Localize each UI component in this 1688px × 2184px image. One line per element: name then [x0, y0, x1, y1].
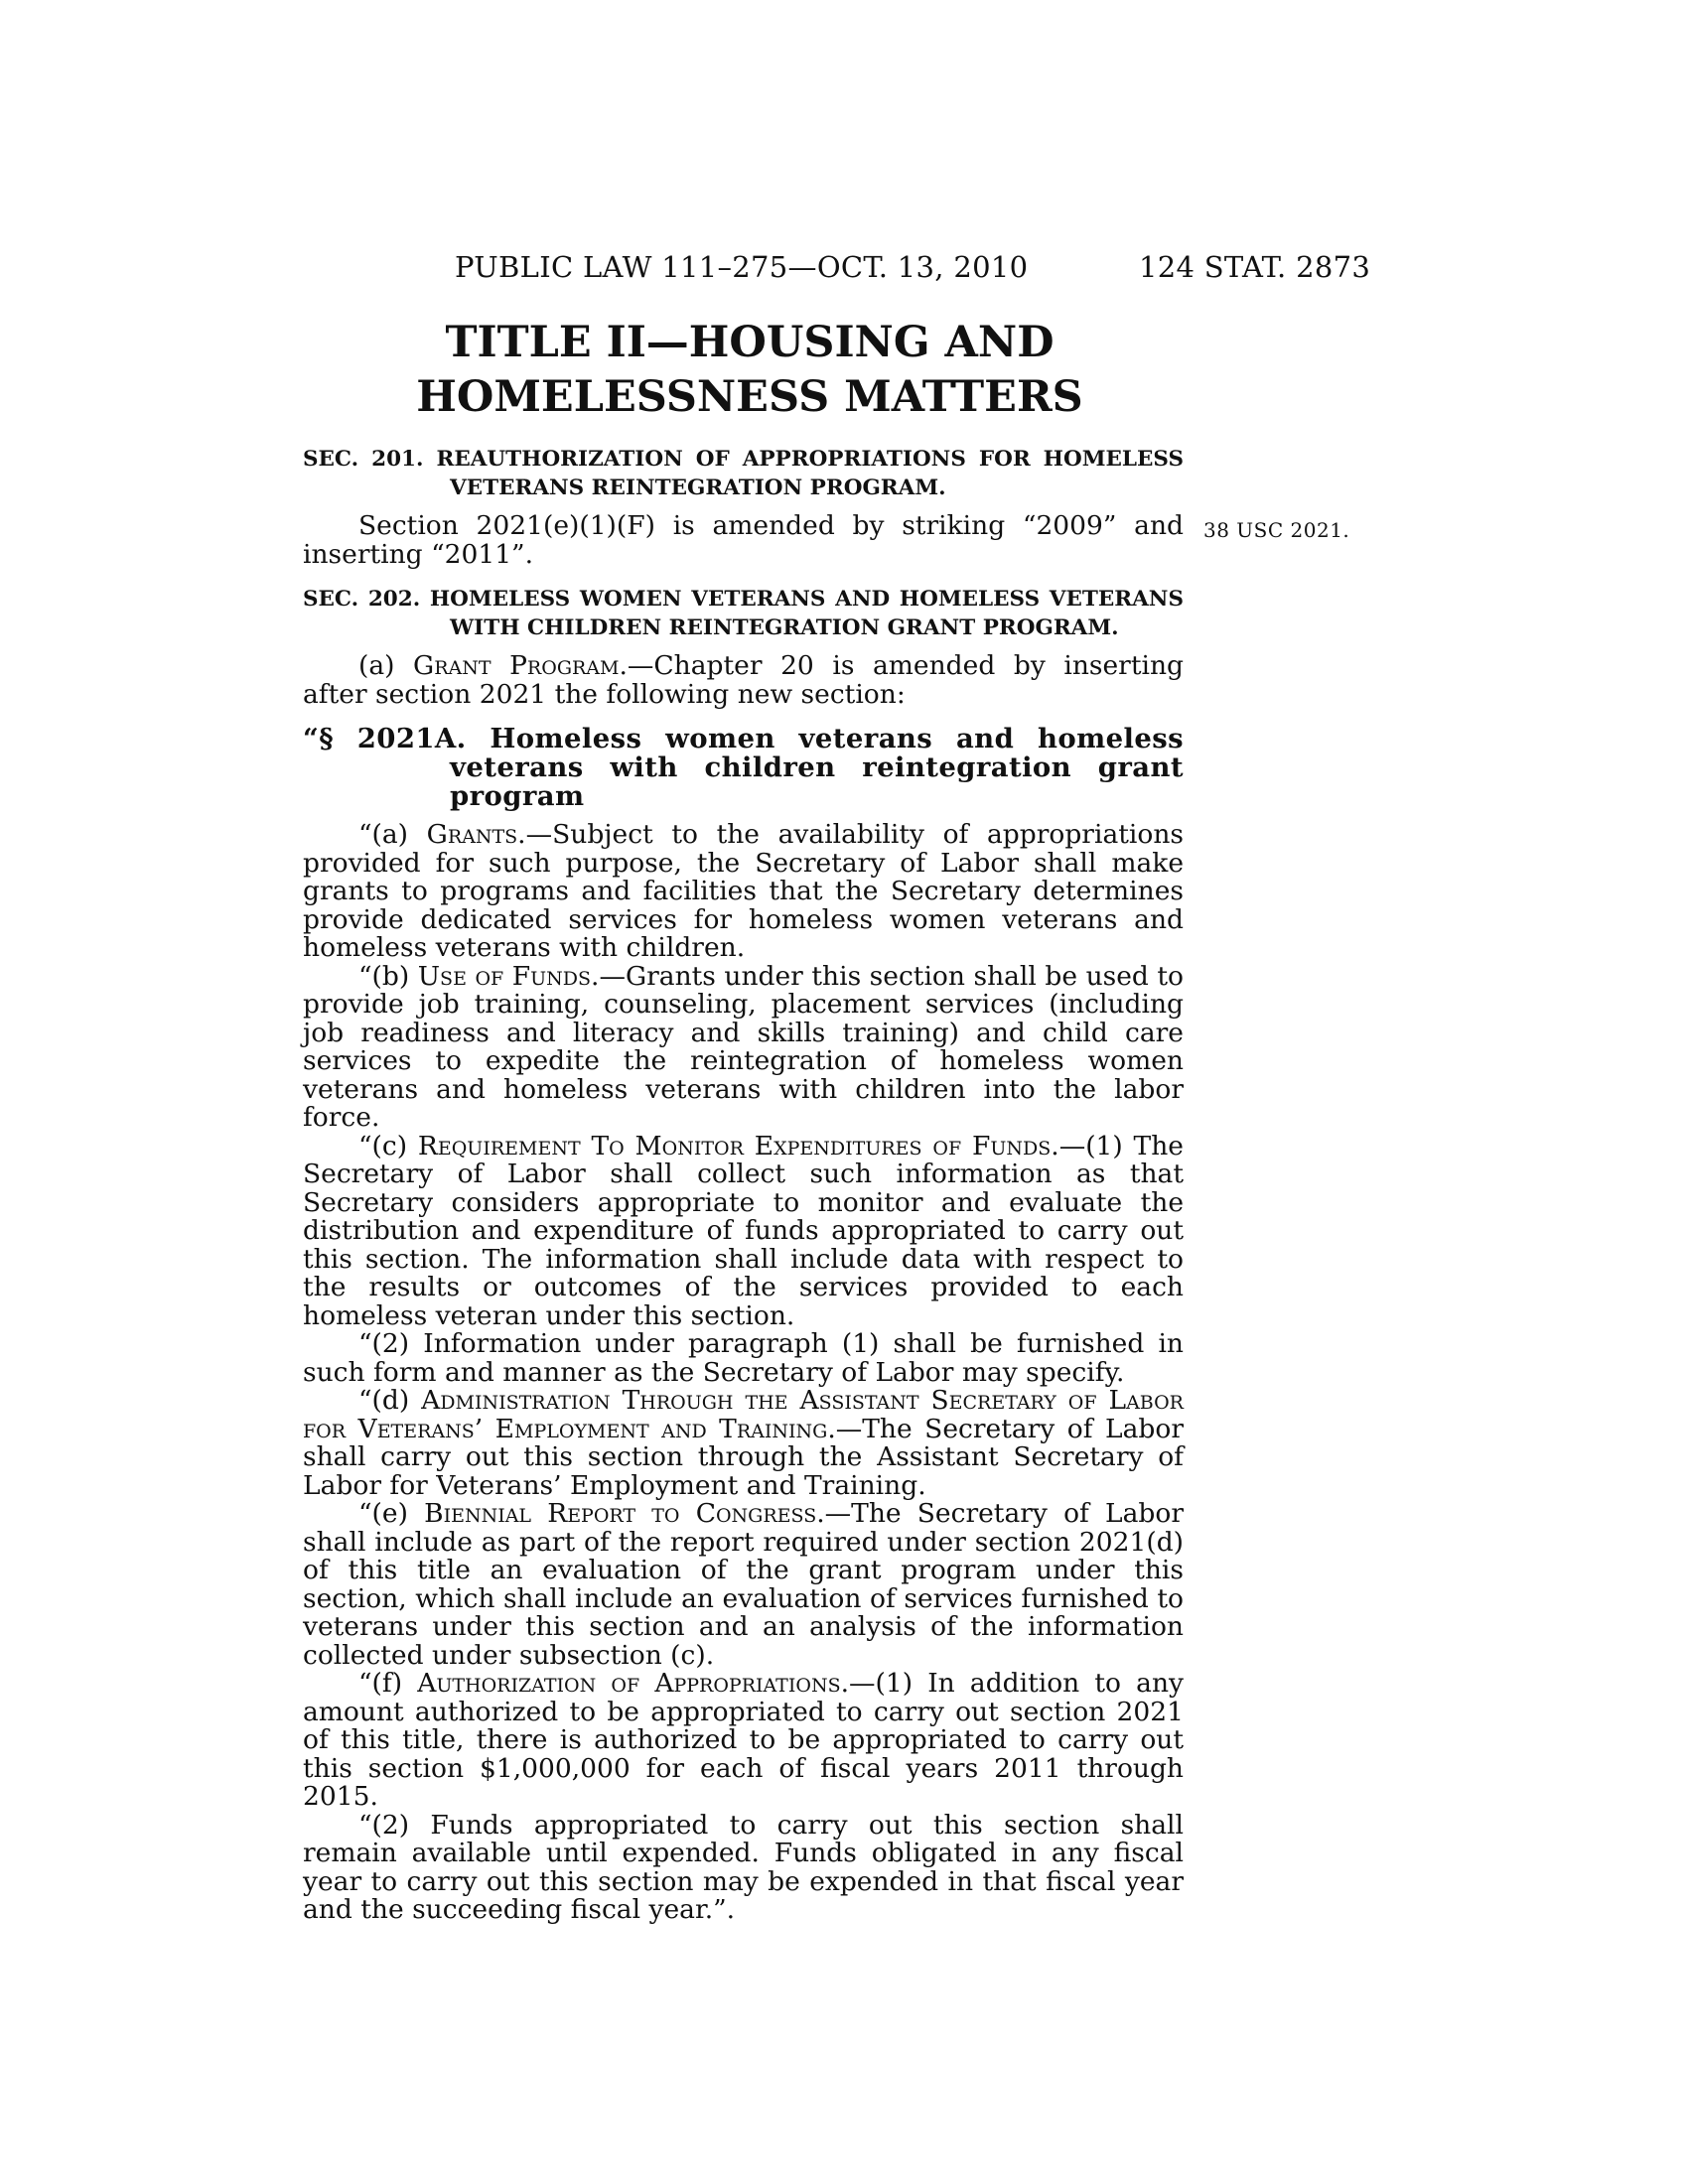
subsection-f-paragraph-2: “(2) Funds appropriated to carry out this section shall remain available until expended. Funds obligated in any fiscal year to carry out this section may be expended in that fiscal year and the succeeding fiscal year.”.: [303, 1809, 1184, 1925]
sec-201-heading: SEC. 201. REAUTHORIZATION OF APPROPRIATIONS FOR HOMELESS VETERANS REINTEGRATION PROGRAM.: [303, 447, 1184, 500]
sec-201-text: Section 2021(e)(1)(F) is amended by striking “2009” and inserting “2011”.: [303, 510, 1184, 570]
subsection-a-grants: “(a) Grants.—Subject to the availability of appropriations provided for such purpose, the Secretary of Labor shall make grants to programs and facilities that the Secretary determines provide dedicated services for homeless women veterans and homeless veterans with children.: [303, 819, 1184, 963]
margin-note-usc: 38 USC 2021.: [1203, 518, 1350, 542]
title-line-1: TITLE II—HOUSING AND: [445, 318, 1055, 367]
subsection-caption: Grant Program.: [413, 650, 628, 681]
subsection-caption: Administration Through the Assistant Secretary of Labor for Veterans’ Employment and Training.: [303, 1385, 1184, 1444]
title-line-2: HOMELESSNESS MATTERS: [416, 372, 1083, 422]
subsection-e-biennial-report: “(e) Biennial Report to Congress.—The Secretary of Labor shall include as part of the report required under section 2021(d) of this title an evaluation of the grant program under this section, which shall include an evaluation of services furnished to veterans under this section and an analysis of the information collected under subsection (c).: [303, 1498, 1185, 1671]
subsection-caption: Authorization of Appropriations.: [417, 1668, 850, 1699]
subsection-c-paragraph-2: “(2) Information under paragraph (1) shall be furnished in such form and manner as the Secretary of Labor may specify.: [303, 1328, 1184, 1388]
title-heading: [303, 316, 1196, 425]
sec-202-heading: SEC. 202. HOMELESS WOMEN VETERANS AND HOMELESS VETERANS WITH CHILDREN REINTEGRATION GRANT PROGRAM.: [303, 587, 1184, 640]
subsection-f-authorization: “(f) Authorization of Appropriations.—(1) In addition to any amount authorized to be appropriated to carry out section 2021 of this title, there is authorized to be appropriated to carry out this section $1,000,000 for each of fiscal years 2011 through 2015.: [303, 1668, 1184, 1812]
document-body: [303, 445, 1184, 1925]
subsection-caption: Use of Funds.: [417, 960, 600, 992]
subsection-caption: Grants.: [426, 819, 526, 850]
running-header: [0, 250, 1688, 290]
subsection-caption: Biennial Report to Congress.: [424, 1498, 825, 1529]
public-law-citation: PUBLIC LAW 111–275—OCT. 13, 2010: [455, 250, 1029, 284]
subsection-b-use-of-funds: “(b) Use of Funds.—Grants under this section shall be used to provide job training, counseling, placement services (including job readiness and literacy and skills training) and child care services to expedite the reintegration of homeless women veterans and homeless veterans with children into the labor force.: [303, 960, 1184, 1133]
subsection-caption: Requirement To Monitor Expenditures of Funds.: [417, 1130, 1059, 1161]
new-section-2021a-heading: “§ 2021A. Homeless women veterans and homeless veterans with children reintegration grant program: [303, 723, 1184, 812]
sec-202-subsection-a: (a) Grant Program.—Chapter 20 is amended by inserting after section 2021 the following new section:: [303, 650, 1184, 710]
subsection-c-monitor-expenditures: “(c) Requirement To Monitor Expenditures of Funds.—(1) The Secretary of Labor shall collect such information as that Secretary considers appropriate to monitor and evaluate the distribution and expenditure of funds appropriated to carry out this section. The information shall include data with respect to the results or outcomes of the services provided to each homeless veteran under this section.: [303, 1130, 1184, 1331]
statute-page-number: 124 STAT. 2873: [1139, 250, 1371, 284]
subsection-d-administration: “(d) Administration Through the Assistant Secretary of Labor for Veterans’ Employment and Training.—The Secretary of Labor shall carry out this section through the Assistant Secretary of Labor for Veterans’ Employment and Training.: [303, 1385, 1184, 1501]
